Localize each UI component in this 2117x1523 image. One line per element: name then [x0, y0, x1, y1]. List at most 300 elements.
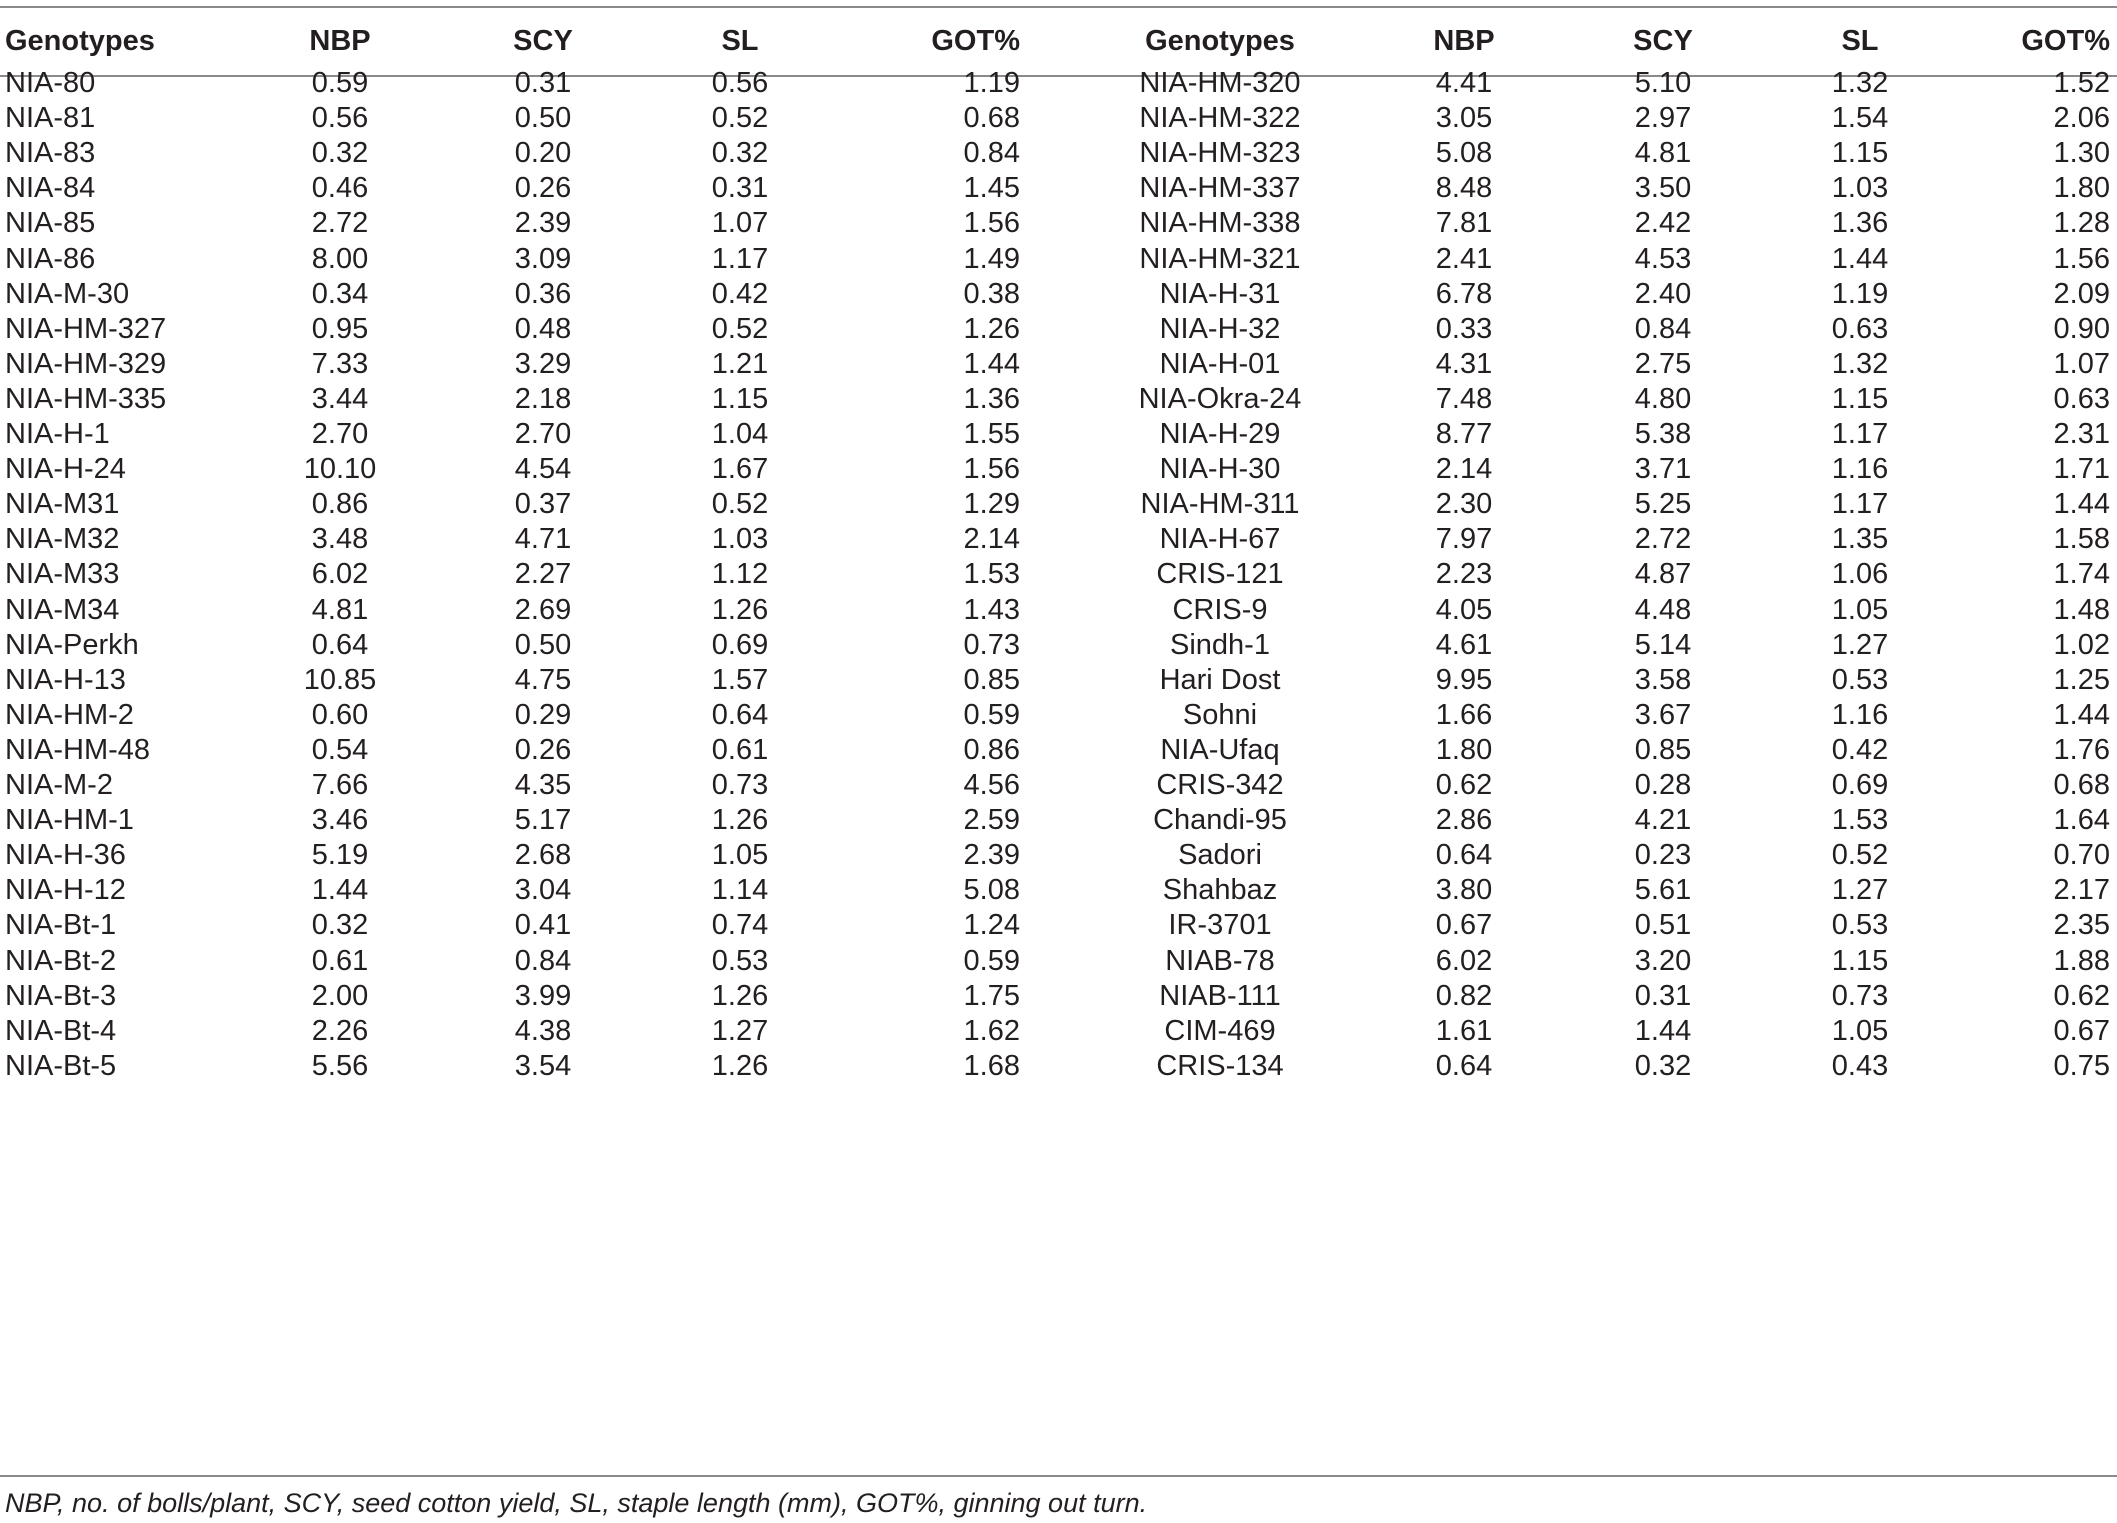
value-cell: 0.32: [711, 137, 769, 170]
genotype-cell: NIA-Ufaq: [1160, 733, 1280, 766]
value-cell: 4.71: [514, 523, 572, 556]
value-cell: 0.64: [711, 698, 769, 731]
value-cell: 1.36: [963, 382, 1020, 415]
value-cell: 1.03: [1831, 172, 1889, 205]
table-row: [0, 1043, 2117, 1090]
value-cell: 0.26: [514, 172, 572, 205]
genotype-cell: NIA-H-13: [5, 663, 126, 696]
value-cell: 0.59: [963, 944, 1020, 977]
value-cell: 0.41: [514, 909, 572, 942]
value-cell: 3.44: [311, 382, 369, 415]
value-cell: 1.24: [963, 909, 1020, 942]
value-cell: 0.53: [711, 944, 769, 977]
genotype-cell: Sohni: [1182, 698, 1258, 731]
value-cell: 0.68: [963, 102, 1020, 135]
value-cell: 2.72: [1634, 523, 1692, 556]
value-cell: 1.45: [963, 172, 1020, 205]
genotype-cell: NIA-HM-327: [5, 312, 167, 345]
value-cell: 0.62: [2053, 979, 2110, 1012]
value-cell: 0.68: [2053, 769, 2110, 801]
column-header: NBP: [1433, 25, 1495, 57]
value-cell: 1.54: [1831, 102, 1889, 135]
value-cell: 0.34: [311, 277, 369, 310]
value-cell: 1.53: [1831, 804, 1889, 837]
value-cell: 0.90: [2053, 312, 2110, 345]
value-cell: 1.16: [1831, 698, 1889, 731]
value-cell: 4.38: [514, 1014, 572, 1047]
value-cell: 2.42: [1634, 207, 1692, 240]
value-cell: 0.67: [2053, 1014, 2110, 1047]
genotype-cell: NIA-HM-329: [5, 347, 167, 380]
value-cell: 1.29: [963, 488, 1020, 521]
value-cell: 1.56: [2053, 242, 2110, 275]
value-cell: 3.05: [1435, 102, 1493, 135]
genotype-cell: NIA-M-30: [5, 277, 130, 310]
value-cell: 0.48: [514, 312, 572, 345]
value-cell: 3.20: [1634, 944, 1692, 977]
value-cell: 2.26: [311, 1014, 369, 1047]
value-cell: 1.32: [1831, 67, 1889, 99]
genotype-cell: NIA-H-1: [5, 418, 110, 450]
value-cell: 0.38: [963, 277, 1020, 310]
value-cell: 1.75: [963, 979, 1020, 1012]
genotype-cell: NIAB-78: [1165, 944, 1275, 977]
value-cell: 0.42: [1831, 733, 1889, 766]
value-cell: 7.97: [1435, 523, 1493, 556]
value-cell: 5.08: [963, 874, 1020, 907]
value-cell: 1.55: [963, 418, 1020, 450]
value-cell: 0.69: [711, 628, 769, 661]
value-cell: 3.54: [514, 1049, 572, 1082]
value-cell: 4.21: [1634, 804, 1692, 837]
value-cell: 1.49: [963, 242, 1020, 275]
value-cell: 1.67: [711, 453, 769, 486]
value-cell: 2.00: [311, 979, 369, 1012]
value-cell: 3.99: [514, 979, 572, 1012]
value-cell: 6.78: [1435, 277, 1493, 310]
genotype-cell: NIA-Perkh: [5, 628, 139, 661]
value-cell: 0.53: [1831, 909, 1889, 942]
value-cell: 0.85: [1634, 733, 1692, 766]
value-cell: 0.56: [711, 67, 769, 99]
column-header: GOT%: [931, 25, 1020, 57]
column-header: SCY: [1633, 25, 1693, 57]
genotype-cell: CRIS-9: [1172, 593, 1268, 626]
genotype-cell: NIAB-111: [1159, 979, 1281, 1012]
value-cell: 2.14: [963, 523, 1020, 556]
genotype-cell: NIA-M-2: [5, 769, 113, 801]
value-cell: 0.32: [311, 137, 369, 170]
value-cell: 5.19: [311, 839, 369, 872]
value-cell: 0.37: [514, 488, 572, 521]
value-cell: 2.59: [963, 804, 1020, 837]
value-cell: 0.82: [1435, 979, 1493, 1012]
value-cell: 1.28: [2053, 207, 2110, 240]
value-cell: 2.27: [514, 558, 572, 591]
value-cell: 1.58: [2053, 523, 2110, 556]
value-cell: 1.71: [2053, 453, 2110, 486]
table-footnote: NBP, no. of bolls/plant, SCY, seed cotton yield, SL, staple length (mm), GOT%, ginning out turn.: [5, 1488, 1148, 1518]
value-cell: 0.84: [514, 944, 572, 977]
genotype-cell: NIA-M33: [5, 558, 120, 591]
value-cell: 1.12: [711, 558, 769, 591]
table-header-row: [0, 6, 2117, 57]
value-cell: 4.56: [963, 769, 1020, 801]
value-cell: 6.02: [311, 558, 369, 591]
value-cell: 4.81: [311, 593, 369, 626]
genotype-cell: NIA-85: [5, 207, 96, 240]
value-cell: 0.67: [1435, 909, 1493, 942]
value-cell: 1.26: [711, 593, 769, 626]
value-cell: 3.09: [514, 242, 572, 275]
value-cell: 1.16: [1831, 453, 1889, 486]
genotype-cell: NIA-M34: [5, 593, 120, 626]
value-cell: 4.31: [1435, 347, 1493, 380]
genotype-cell: NIA-83: [5, 137, 96, 170]
value-cell: 1.32: [1831, 347, 1889, 380]
value-cell: 4.87: [1634, 558, 1692, 591]
value-cell: 2.23: [1435, 558, 1493, 591]
value-cell: 0.70: [2053, 839, 2110, 872]
value-cell: 2.68: [514, 839, 572, 872]
genotype-cell: CIM-469: [1164, 1014, 1276, 1047]
value-cell: 0.73: [963, 628, 1020, 661]
value-cell: 1.68: [963, 1049, 1020, 1082]
column-header: GOT%: [2021, 25, 2110, 57]
value-cell: 1.14: [711, 874, 769, 907]
value-cell: 0.64: [1435, 839, 1493, 872]
value-cell: 1.56: [963, 207, 1020, 240]
value-cell: 1.44: [2053, 698, 2110, 731]
value-cell: 2.30: [1435, 488, 1493, 521]
value-cell: 4.41: [1435, 67, 1493, 99]
value-cell: 1.30: [2053, 137, 2110, 170]
genotype-cell: NIA-H-01: [1159, 347, 1281, 380]
genotype-cell: NIA-H-67: [1159, 523, 1281, 556]
value-cell: 7.33: [311, 347, 369, 380]
value-cell: 0.64: [1435, 1049, 1493, 1082]
value-cell: 3.04: [514, 874, 572, 907]
value-cell: 2.31: [2053, 418, 2110, 450]
value-cell: 2.18: [514, 382, 572, 415]
value-cell: 1.05: [711, 839, 769, 872]
value-cell: 0.23: [1634, 839, 1692, 872]
genotype-cell: NIA-H-32: [1159, 312, 1281, 345]
genotype-cell: NIA-HM-311: [1140, 488, 1300, 521]
value-cell: 1.07: [2053, 347, 2110, 380]
genotype-cell: NIA-H-24: [5, 453, 126, 486]
genotype-cell: NIA-HM-1: [5, 804, 134, 837]
value-cell: 2.75: [1634, 347, 1692, 380]
value-cell: 1.80: [2053, 172, 2110, 205]
value-cell: 2.39: [963, 839, 1020, 872]
genotype-cell: Shahbaz: [1162, 874, 1278, 907]
value-cell: 5.61: [1634, 874, 1692, 907]
value-cell: 3.48: [311, 523, 369, 556]
value-cell: 1.44: [1634, 1014, 1692, 1047]
value-cell: 1.76: [2053, 733, 2110, 766]
value-cell: 5.56: [311, 1049, 369, 1082]
value-cell: 0.31: [1634, 979, 1692, 1012]
value-cell: 0.73: [1831, 979, 1889, 1012]
value-cell: 0.52: [711, 312, 769, 345]
value-cell: 3.71: [1634, 453, 1692, 486]
value-cell: 1.66: [1435, 698, 1493, 731]
value-cell: 1.52: [2053, 67, 2110, 99]
genotype-cell: NIA-84: [5, 172, 96, 205]
value-cell: 1.26: [711, 979, 769, 1012]
value-cell: 0.85: [963, 663, 1020, 696]
value-cell: 5.10: [1634, 67, 1692, 99]
value-cell: 0.52: [1831, 839, 1889, 872]
value-cell: 2.69: [514, 593, 572, 626]
genotype-cell: NIA-Bt-2: [5, 944, 117, 977]
value-cell: 4.81: [1634, 137, 1692, 170]
genotype-cell: NIA-H-36: [5, 839, 126, 872]
value-cell: 4.80: [1634, 382, 1692, 415]
genotype-cell: NIA-HM-337: [1139, 172, 1301, 205]
value-cell: 5.08: [1435, 137, 1493, 170]
value-cell: 1.04: [711, 418, 769, 450]
value-cell: 9.95: [1435, 663, 1493, 696]
value-cell: 0.75: [2053, 1049, 2110, 1082]
value-cell: 10.10: [303, 453, 377, 486]
value-cell: 4.35: [514, 769, 572, 801]
value-cell: 1.80: [1435, 733, 1493, 766]
value-cell: 1.44: [963, 347, 1020, 380]
value-cell: 0.61: [311, 944, 369, 977]
value-cell: 1.15: [711, 382, 769, 415]
value-cell: 8.48: [1435, 172, 1493, 205]
value-cell: 0.26: [514, 733, 572, 766]
value-cell: 1.27: [1831, 628, 1889, 661]
value-cell: 5.38: [1634, 418, 1692, 450]
value-cell: 2.06: [2053, 102, 2110, 135]
value-cell: 2.40: [1634, 277, 1692, 310]
value-cell: 0.56: [311, 102, 369, 135]
genotype-cell: NIA-M31: [5, 488, 120, 521]
value-cell: 1.26: [711, 804, 769, 837]
value-cell: 3.80: [1435, 874, 1493, 907]
value-cell: 2.09: [2053, 277, 2110, 310]
genotype-cell: Chandi-95: [1153, 804, 1287, 837]
value-cell: 1.53: [963, 558, 1020, 591]
value-cell: 1.21: [711, 347, 769, 380]
value-cell: 3.29: [514, 347, 572, 380]
value-cell: 4.61: [1435, 628, 1493, 661]
value-cell: 4.53: [1634, 242, 1692, 275]
value-cell: 0.52: [711, 102, 769, 135]
value-cell: 8.77: [1435, 418, 1493, 450]
value-cell: 1.17: [1831, 418, 1889, 450]
genotype-cell: IR-3701: [1168, 909, 1272, 942]
value-cell: 3.67: [1634, 698, 1692, 731]
value-cell: 0.31: [711, 172, 769, 205]
value-cell: 0.86: [311, 488, 369, 521]
value-cell: 0.63: [2053, 382, 2110, 415]
value-cell: 0.50: [514, 102, 572, 135]
value-cell: 2.39: [514, 207, 572, 240]
genotype-cell: NIA-Bt-5: [5, 1049, 117, 1082]
value-cell: 1.48: [2053, 593, 2110, 626]
value-cell: 0.59: [311, 67, 369, 99]
genotype-cell: NIA-H-29: [1159, 418, 1281, 450]
value-cell: 10.85: [303, 663, 377, 696]
genotype-cell: NIA-Bt-3: [5, 979, 117, 1012]
value-cell: 1.15: [1831, 944, 1889, 977]
genotype-cell: Sadori: [1178, 839, 1262, 872]
value-cell: 1.05: [1831, 593, 1889, 626]
genotype-cell: NIA-H-12: [5, 874, 126, 907]
value-cell: 0.32: [1634, 1049, 1692, 1082]
genotype-cell: Hari Dost: [1159, 663, 1281, 696]
value-cell: 0.60: [311, 698, 369, 731]
value-cell: 1.17: [1831, 488, 1889, 521]
value-cell: 0.84: [1634, 312, 1692, 345]
value-cell: 6.02: [1435, 944, 1493, 977]
value-cell: 0.62: [1435, 769, 1493, 801]
value-cell: 1.17: [711, 242, 769, 275]
value-cell: 2.41: [1435, 242, 1493, 275]
value-cell: 0.51: [1634, 909, 1692, 942]
value-cell: 1.27: [1831, 874, 1889, 907]
value-cell: 4.75: [514, 663, 572, 696]
value-cell: 0.20: [514, 137, 572, 170]
genotype-cell: CRIS-121: [1156, 558, 1284, 591]
value-cell: 1.05: [1831, 1014, 1889, 1047]
value-cell: 2.72: [311, 207, 369, 240]
value-cell: 2.35: [2053, 909, 2110, 942]
value-cell: 1.19: [963, 67, 1020, 99]
value-cell: 1.57: [711, 663, 769, 696]
value-cell: 2.97: [1634, 102, 1692, 135]
value-cell: 7.81: [1435, 207, 1493, 240]
value-cell: 8.00: [311, 242, 369, 275]
value-cell: 1.62: [963, 1014, 1020, 1047]
genotype-cell: NIA-HM-335: [5, 382, 167, 415]
value-cell: 1.44: [2053, 488, 2110, 521]
genotype-cell: NIA-M32: [5, 523, 120, 556]
genotype-cell: CRIS-134: [1156, 1049, 1284, 1082]
value-cell: 0.64: [311, 628, 369, 661]
genotype-cell: NIA-Okra-24: [1138, 382, 1302, 415]
value-cell: 4.54: [514, 453, 572, 486]
value-cell: 0.63: [1831, 312, 1889, 345]
value-cell: 1.56: [963, 453, 1020, 486]
value-cell: 2.70: [514, 418, 572, 450]
table-bottom-rule: [0, 1475, 2117, 1477]
genotype-cell: NIA-Bt-1: [5, 909, 117, 942]
value-cell: 0.54: [311, 733, 369, 766]
value-cell: 0.53: [1831, 663, 1889, 696]
value-cell: 2.17: [2053, 874, 2110, 907]
value-cell: 2.14: [1435, 453, 1493, 486]
value-cell: 0.61: [711, 733, 769, 766]
value-cell: 0.59: [963, 698, 1020, 731]
value-cell: 0.28: [1634, 769, 1692, 801]
value-cell: 1.44: [1831, 242, 1889, 275]
value-cell: 0.42: [711, 277, 769, 310]
value-cell: 0.31: [514, 67, 572, 99]
genotype-cell: NIA-81: [5, 102, 96, 135]
value-cell: 4.48: [1634, 593, 1692, 626]
genotype-cell: NIA-HM-323: [1139, 137, 1301, 170]
value-cell: 1.07: [711, 207, 769, 240]
value-cell: 1.25: [2053, 663, 2110, 696]
value-cell: 0.84: [963, 137, 1020, 170]
value-cell: 1.27: [711, 1014, 769, 1047]
value-cell: 0.69: [1831, 769, 1889, 801]
value-cell: 2.86: [1435, 804, 1493, 837]
value-cell: 1.15: [1831, 137, 1889, 170]
value-cell: 1.35: [1831, 523, 1889, 556]
value-cell: 3.58: [1634, 663, 1692, 696]
genotype-cell: NIA-HM-2: [5, 698, 134, 731]
value-cell: 4.05: [1435, 593, 1493, 626]
genotype-cell: NIA-HM-48: [5, 733, 151, 766]
value-cell: 1.43: [963, 593, 1020, 626]
value-cell: 3.50: [1634, 172, 1692, 205]
value-cell: 5.14: [1634, 628, 1692, 661]
value-cell: 1.64: [2053, 804, 2110, 837]
value-cell: 2.70: [311, 418, 369, 450]
column-header: SL: [721, 25, 759, 57]
value-cell: 1.36: [1831, 207, 1889, 240]
genotype-cell: NIA-HM-320: [1139, 67, 1301, 99]
value-cell: 0.29: [514, 698, 572, 731]
genotype-cell: NIA-H-30: [1159, 453, 1281, 486]
value-cell: 0.43: [1831, 1049, 1889, 1082]
column-header: NBP: [309, 25, 371, 57]
value-cell: 0.32: [311, 909, 369, 942]
genotype-cell: Sindh-1: [1170, 628, 1270, 661]
value-cell: 1.88: [2053, 944, 2110, 977]
genotype-cell: NIA-80: [5, 67, 96, 99]
value-cell: 0.52: [711, 488, 769, 521]
value-cell: 7.48: [1435, 382, 1493, 415]
value-cell: 1.15: [1831, 382, 1889, 415]
value-cell: 7.66: [311, 769, 369, 801]
genotype-cell: NIA-HM-338: [1139, 207, 1301, 240]
value-cell: 1.44: [311, 874, 369, 907]
value-cell: 0.95: [311, 312, 369, 345]
value-cell: 0.33: [1435, 312, 1493, 345]
column-header: Genotypes: [5, 25, 155, 57]
value-cell: 5.17: [514, 804, 572, 837]
value-cell: 3.46: [311, 804, 369, 837]
value-cell: 1.74: [2053, 558, 2110, 591]
value-cell: 0.46: [311, 172, 369, 205]
value-cell: 1.03: [711, 523, 769, 556]
genotype-cell: NIA-86: [5, 242, 96, 275]
value-cell: 1.02: [2053, 628, 2110, 661]
column-header: SL: [1841, 25, 1879, 57]
column-header: Genotypes: [1145, 25, 1295, 57]
genotype-cell: NIA-HM-322: [1139, 102, 1301, 135]
column-header: SCY: [513, 25, 573, 57]
value-cell: 0.74: [711, 909, 769, 942]
genotype-cell: NIA-H-31: [1159, 277, 1281, 310]
genotype-cell: NIA-HM-321: [1139, 242, 1301, 275]
value-cell: 0.73: [711, 769, 769, 801]
value-cell: 1.26: [711, 1049, 769, 1082]
value-cell: 0.36: [514, 277, 572, 310]
value-cell: 1.26: [963, 312, 1020, 345]
value-cell: 1.61: [1435, 1014, 1493, 1047]
value-cell: 1.19: [1831, 277, 1889, 310]
value-cell: 0.86: [963, 733, 1020, 766]
value-cell: 5.25: [1634, 488, 1692, 521]
